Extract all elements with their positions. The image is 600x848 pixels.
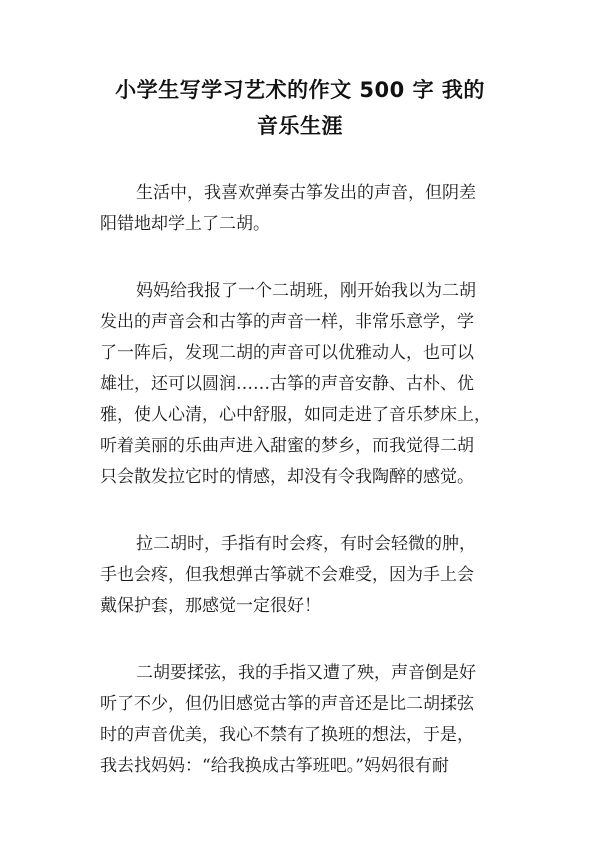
text-line: 我去找妈妈：“给我换成古筝班吧。”妈妈很有耐 [100,756,449,776]
text-line: 手也会疼，但我想弹古筝就不会难受，因为手上会 [100,565,474,585]
title-line-1: 小学生写学习艺术的作文 500 字 我的 [115,78,485,102]
document-body [100,178,510,818]
text-line: 妈妈给我报了一个二胡班，刚开始我以为二胡 [136,281,476,301]
text-line: 只会散发拉它时的情感，却没有令我陶醉的感觉。 [100,467,474,487]
text-line: 了一阵后，发现二胡的声音可以优雅动人，也可以 [100,343,474,363]
text-line: 雅，使人心清，心中舒服，如同走进了音乐梦床上， [100,405,491,425]
document-title [60,72,540,144]
text-line: 雄壮，还可以圆润……古筝的声音安静、古朴、优 [100,374,474,394]
paragraph-4 [100,658,510,782]
text-line: 戴保护套，那感觉一定很好！ [100,596,321,616]
text-line: 阳错地却学上了二胡。 [100,214,270,234]
text-line: 时的声音优美，我心不禁有了换班的想法，于是， [100,725,474,745]
paragraph-2 [100,276,510,493]
text-line: 听了不少，但仍旧感觉古筝的声音还是比二胡揉弦 [100,694,474,714]
paragraph-1 [100,178,510,240]
text-line: 发出的声音会和古筝的声音一样，非常乐意学，学 [100,312,474,332]
text-line: 听着美丽的乐曲声进入甜蜜的梦乡，而我觉得二胡 [100,436,474,456]
paragraph-3 [100,529,510,622]
text-line: 拉二胡时，手指有时会疼，有时会轻微的肿， [136,534,476,554]
text-line: 生活中，我喜欢弹奏古筝发出的声音，但阴差 [136,183,476,203]
text-line: 二胡要揉弦，我的手指又遭了殃，声音倒是好 [136,663,476,683]
title-line-2: 音乐生涯 [257,114,343,138]
